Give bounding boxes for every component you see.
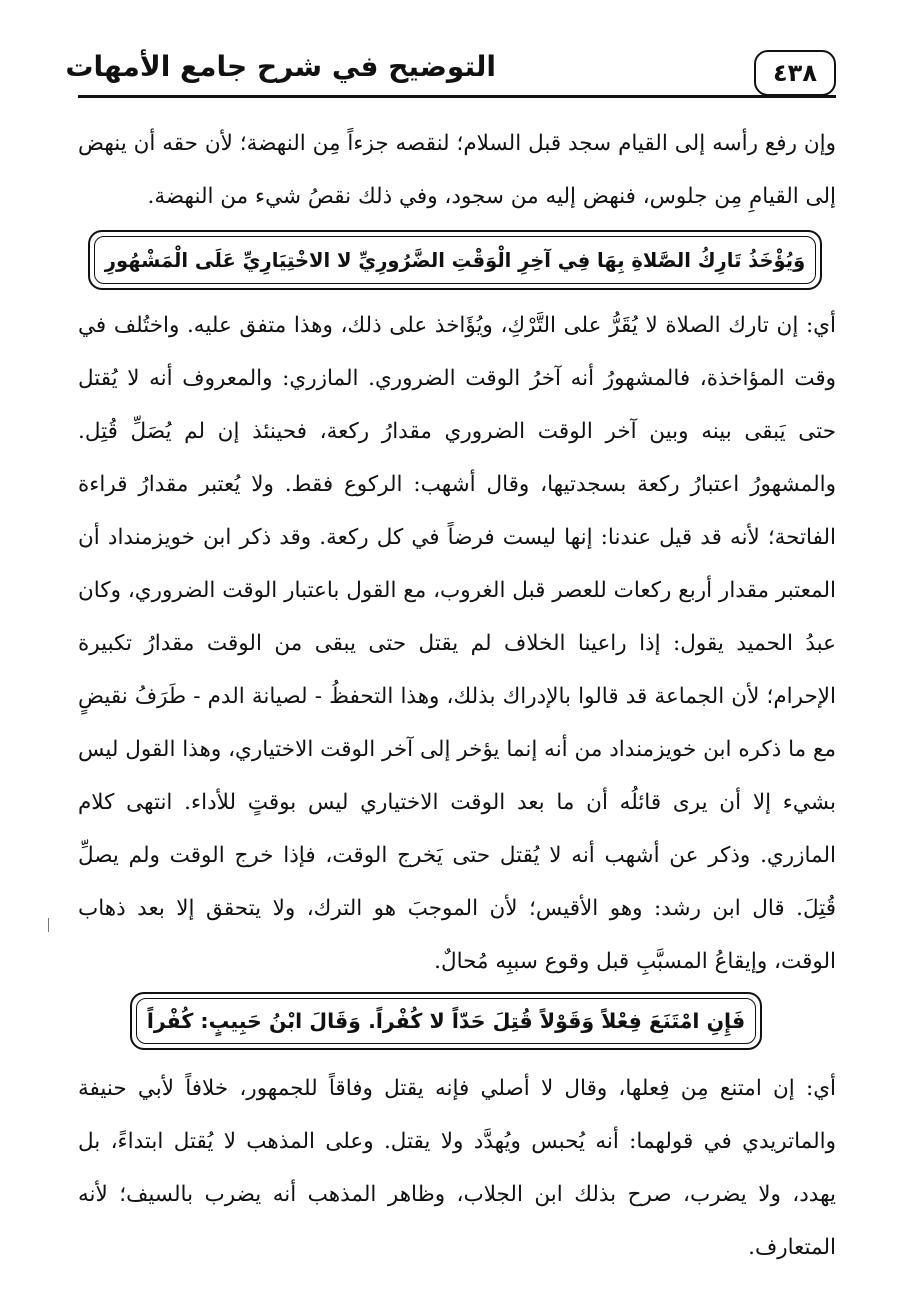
header-rule	[78, 95, 836, 98]
commentary-paragraph-1: أي: إن تارك الصلاة لا يُقَرُّ على التَّرْكِ، ويُؤَاخذ على ذلك، وهذا متفق عليه. واختُلف في وقت المؤاخذة، فالمشهورُ أنه آخرُ الوقت الضروري. المازري: والمعروف أنه لا يُقتل حتى يَبقى بينه وبين آخر الوقت الضروري مقدارُ ركعة، فحينئذ إن لم يُصَلِّ قُتِل. والمشهورُ اعتبارُ ركعة بسجدتيها، وقال أشهب: الركوع فقط. ولا يُعتبر مقدارُ قراءة الفاتحة؛ لأنه قد قيل عندنا: إنها ليست فرضاً في كل ركعة. وقد ذكر ابن خويزمنداد أن المعتبر مقدار أربع ركعات للعصر قبل الغروب، مع القول باعتبار الوقت الضروري، وكان عبدُ الحميد يقول: إذا راعينا الخلاف لم يقتل حتى يبقى من الوقت مقدارُ تكبيرة الإحرام؛ لأن الجماعة قد قالوا بالإدراك بذلك، وهذا التحفظُ - لصيانة الدم - طَرَفُ نقيضٍ مع ما ذكره ابن خويزمنداد من أنه إنما يؤخر إلى آخر الوقت الاختياري، وهذا القول ليس بشيء إلا أن يرى قائلُه أن ما بعد الوقت الاختياري ليس بوقتٍ للأداء. انتهى كلام المازري. وذكر عن أشهب أنه لا يُقتل حتى يَخرج الوقت، فإذا خرج الوقت ولم يصلِّ قُتِلَ. قال ابن رشد: وهو الأقيس؛ لأن الموجبَ هو الترك، ولا يتحقق إلا بعد ذهاب الوقت، وإيقاعُ المسبَّبِ قبل وقوع سببِه مُحالٌ.	[78, 313, 836, 974]
commentary-section-2	[78, 1062, 836, 1274]
intro-section	[78, 117, 836, 223]
running-header	[65, 42, 836, 102]
page-number-badge: ٤٣٨	[754, 50, 836, 96]
commentary-paragraph-2: أي: إن امتنع مِن فِعلها، وقال لا أصلي فإنه يقتل وفاقاً للجمهور، خلافاً لأبي حنيفة والماتريدي في قولهما: أنه يُحبس ويُهدَّد ولا يقتل. وعلى المذهب لا يُقتل ابتداءً، بل يهدد، ولا يضرب، صرح بذلك ابن الجلاب، وظاهر المذهب أنه يضرب بالسيف؛ لأنه المتعارف.	[78, 1076, 836, 1260]
matn-box-1	[88, 230, 822, 290]
matn-text-2: فَإِنِ امْتَنَعَ فِعْلاً وَقَوْلاً قُتِلَ حَدّاً لا كُفْراً. وَقَالَ ابْنُ حَبِيبٍ: كُفْراً	[146, 1009, 746, 1033]
matn-text-1: وَيُؤْخَذُ تَارِكُ الصَّلاةِ بِهَا فِي آخِرِ الْوَقْتِ الضَّرُورِيِّ لا الاخْتِيَارِيِّ عَلَى الْمَشْهُورِ	[104, 248, 806, 272]
commentary-section-1	[78, 299, 836, 988]
book-title: التوضيح في شرح جامع الأمهات	[65, 50, 496, 83]
matn-box-2	[130, 992, 762, 1050]
intro-paragraph: وإن رفع رأسه إلى القيام سجد قبل السلام؛ لنقصه جزءاً مِن النهضة؛ لأن حقه أن ينهض إلى القيامِ مِن جلوس، فنهض إليه من سجود، وفي ذلك نقصُ شيء من النهضة.	[78, 131, 836, 209]
margin-mark	[48, 918, 49, 932]
